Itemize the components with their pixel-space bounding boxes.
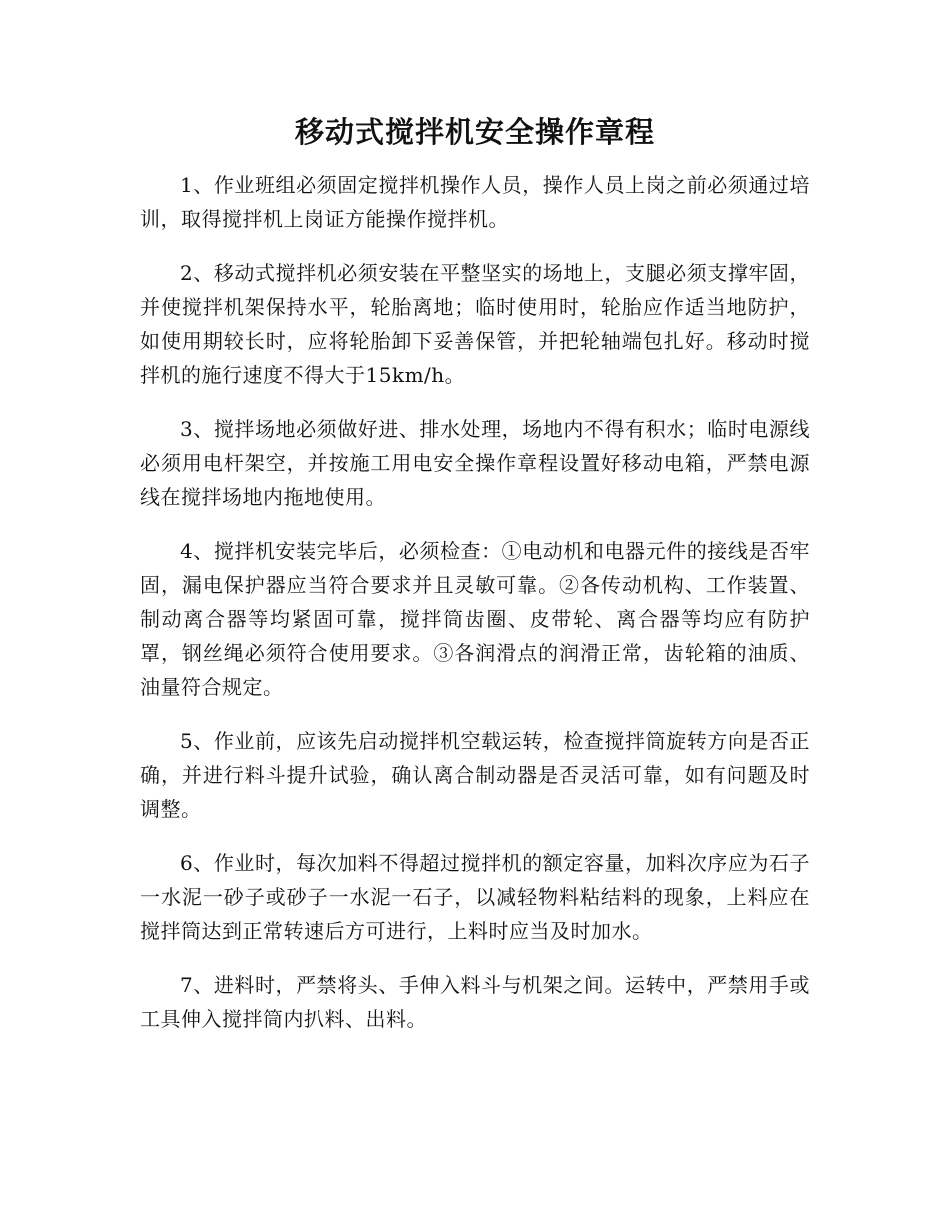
paragraph-5: 5、作业前，应该先启动搅拌机空载运转，检查搅拌筒旋转方向是否正确，并进行料斗提升试验，确认离合制动器是否灵活可靠，如有问题及时调整。 xyxy=(140,729,810,821)
paragraph-3: 3、搅拌场地必须做好进、排水处理，场地内不得有积水；临时电源线必须用电杆架空，并按施工用电安全操作章程设置好移动电箱，严禁电源线在搅拌场地内拖地使用。 xyxy=(140,417,810,509)
paragraph-1: 1、作业班组必须固定搅拌机操作人员，操作人员上岗之前必须通过培训，取得搅拌机上岗证方能操作搅拌机。 xyxy=(140,173,810,231)
paragraph-6: 6、作业时，每次加料不得超过搅拌机的额定容量，加料次序应为石子一水泥一砂子或砂子一水泥一石子，以减轻物料粘结料的现象，上料应在搅拌筒达到正常转速后方可进行，上料时应当及时加水。 xyxy=(140,851,810,943)
paragraph-7: 7、进料时，严禁将头、手伸入料斗与机架之间。运转中，严禁用手或工具伸入搅拌筒内扒料、出料。 xyxy=(140,973,810,1031)
document-title: 移动式搅拌机安全操作章程 xyxy=(294,115,655,149)
document-body xyxy=(140,168,810,1056)
paragraph-4: 4、搅拌机安装完毕后，必须检查：①电动机和电器元件的接线是否牢固，漏电保护器应当符合要求并且灵敏可靠。②各传动机构、工作装置、制动离合器等均紧固可靠，搅拌筒齿圈、皮带轮、离合器等均应有防护罩，钢丝绳必须符合使用要求。③各润滑点的润滑正常，齿轮箱的油质、油量符合规定。 xyxy=(140,539,810,699)
paragraph-2: 2、移动式搅拌机必须安装在平整坚实的场地上，支腿必须支撑牢固，并使搅拌机架保持水平，轮胎离地；临时使用时，轮胎应作适当地防护，如使用期较长时，应将轮胎卸下妥善保管，并把轮轴端包扎好。移动时搅拌机的施行速度不得大于15km/h。 xyxy=(140,261,810,387)
